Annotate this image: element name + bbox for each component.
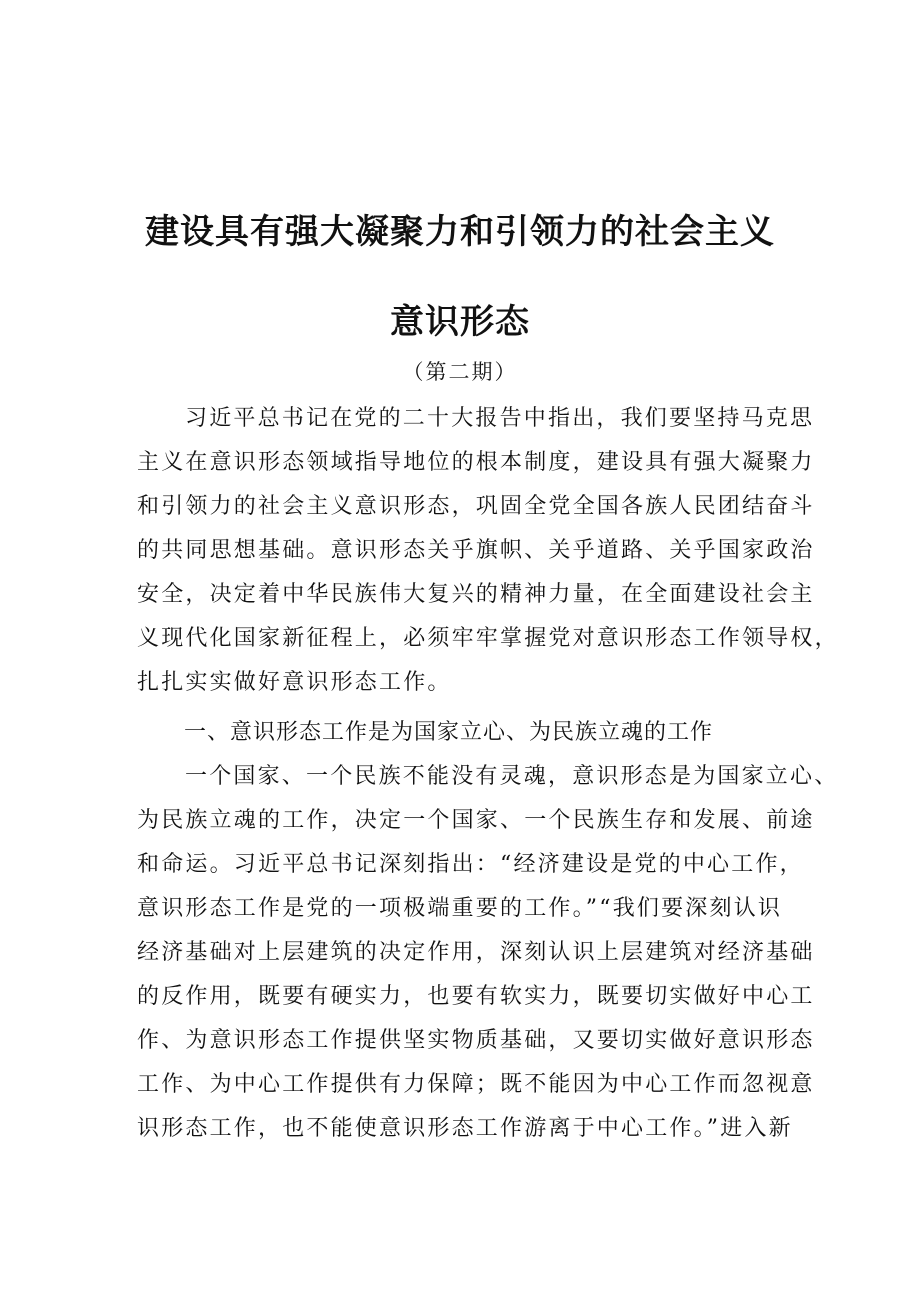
paragraph2-line: 意识形态工作是党的一项极端重要的工作。”“我们要深刻认识 bbox=[137, 896, 783, 921]
paragraph1-line: 安全，决定着中华民族伟大复兴的精神力量，在全面建设社会主 bbox=[137, 582, 815, 607]
paragraph2-line: 作、为意识形态工作提供坚实物质基础，又要切实做好意识形态 bbox=[137, 1028, 815, 1053]
paragraph2-line: 为民族立魂的工作，决定一个国家、一个民族生存和发展、前途 bbox=[137, 808, 815, 833]
title-line-1: 建设具有强大凝聚力和引领力的社会主义 bbox=[145, 212, 775, 252]
paragraph2-line: 经济基础对上层建筑的决定作用，深刻认识上层建筑对经济基础 bbox=[137, 940, 815, 965]
paragraph1-line: 主义在意识形态领域指导地位的根本制度，建设具有强大凝聚力 bbox=[137, 450, 815, 475]
paragraph1-line: 扎扎实实做好意识形态工作。 bbox=[137, 670, 452, 695]
paragraph2-line: 和命运。习近平总书记深刻指出：“经济建设是党的中心工作， bbox=[137, 852, 804, 877]
section-heading: 一、意识形态工作是为国家立心、为民族立魂的工作 bbox=[184, 720, 714, 745]
paragraph1-line: 习近平总书记在党的二十大报告中指出，我们要坚持马克思 bbox=[185, 406, 815, 431]
title-line-2: 意识形态 bbox=[390, 302, 530, 342]
issue-label: （第二期） bbox=[402, 360, 518, 384]
paragraph2-line: 的反作用，既要有硬实力，也要有软实力，既要切实做好中心工 bbox=[137, 984, 815, 1009]
paragraph1-line: 义现代化国家新征程上，必须牢牢掌握党对意识形态工作领导权， bbox=[137, 626, 839, 651]
paragraph2-line: 工作、为中心工作提供有力保障；既不能因为中心工作而忽视意 bbox=[137, 1072, 815, 1097]
paragraph1-line: 和引领力的社会主义意识形态，巩固全党全国各族人民团结奋斗 bbox=[137, 494, 815, 519]
paragraph1-line: 的共同思想基础。意识形态关乎旗帜、关乎道路、关乎国家政治 bbox=[137, 538, 815, 563]
paragraph2-line: 一个国家、一个民族不能没有灵魂，意识形态是为国家立心、 bbox=[185, 764, 839, 789]
paragraph2-line: 识形态工作，也不能使意识形态工作游离于中心工作。”进入新 bbox=[137, 1116, 793, 1141]
